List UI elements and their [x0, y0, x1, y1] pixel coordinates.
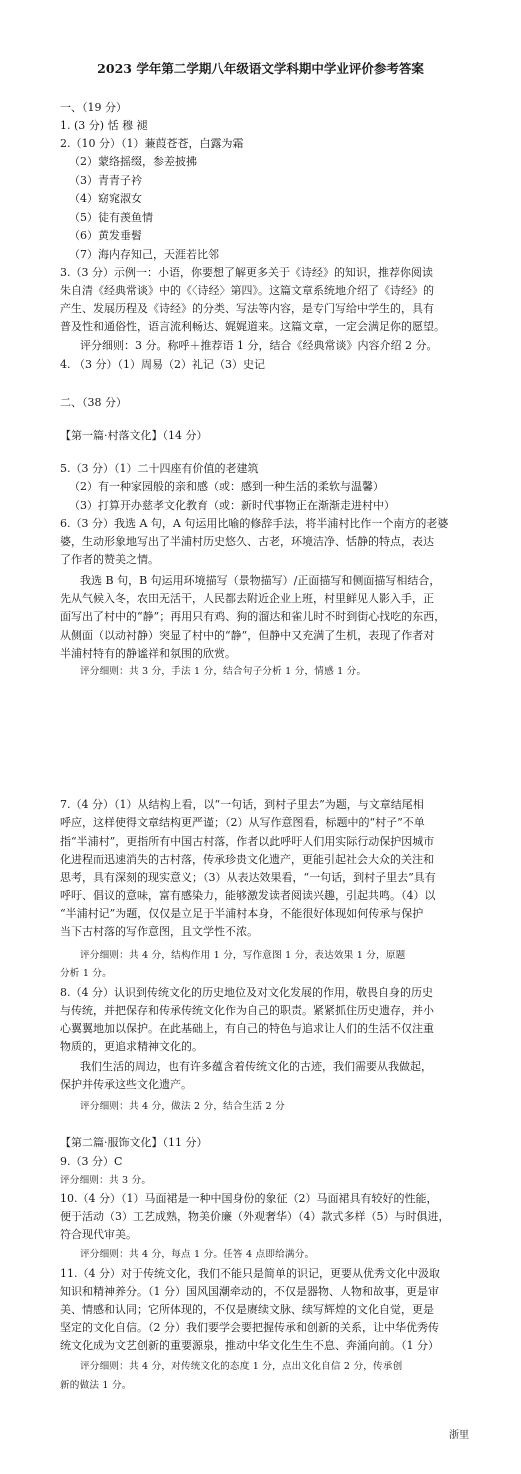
answer-line: 呼吁、倡议的意味，富有感染力，能够激发读者阅读兴趣，引起共鸣。（4）以 [60, 889, 436, 902]
answer-line: 2.（10 分）（1）蒹葭苍苍，白露为霜 [60, 137, 244, 150]
answer-line: （3）打算开办慈孝文化教育（或：新时代事物正在渐渐走进村中） [69, 499, 395, 512]
footer-watermark: 浙里 [449, 1430, 469, 1441]
scoring-note: 评分细则：共 4 分，结构作用 1 分，写作意图 1 分，表达效果 1 分，原题 [80, 950, 406, 961]
answer-line: 了作者的赞美之情。 [60, 553, 159, 566]
section-heading: 二、（38 分） [60, 396, 127, 409]
answer-line: 物质的，更追求精神文化的。 [60, 1040, 203, 1053]
answer-line: “半浦村记”为题，仅仅是立足于半浦村本身，不能很好体现如何传承与保护 [60, 907, 424, 920]
answer-line: 呼应，这样使得文章结构更严谨；（2）从写作意图看，标题中的“村子”不单 [60, 816, 425, 829]
answer-line: 婆，生动形象地写出了半浦村历史悠久、古老，环境洁净、恬静的特点，表达 [60, 535, 434, 548]
scoring-note: 评分细则：共 3 分，手法 1 分，结合句子分析 1 分，情感 1 分。 [80, 666, 367, 677]
answer-line: 与传统，并把保存和传承传统文化作为自己的职责。紧紧抓住历史遗存，并小 [60, 1004, 434, 1017]
answer-line: 朱自清《经典常谈》中的《〈诗经〉第四》。这篇文章系统地介绍了《诗经》的 [60, 284, 434, 297]
scoring-note: 分析 1 分。 [60, 968, 112, 979]
section-heading: 一、（19 分） [60, 101, 127, 114]
subsection-heading: 【第二篇·服饰文化】（11 分） [60, 1136, 208, 1149]
answer-line: （3）青青子衿 [69, 174, 142, 187]
answer-line: 当下古村落的写作意图，且文学性不浓。 [60, 925, 258, 938]
answer-line: 心翼翼地加以保护。在此基础上，有自己的特色与追求让人们的生活不仅注重 [60, 1022, 434, 1035]
scoring-note: 评分细则：共 4 分，每点 1 分。任答 4 点即给满分。 [80, 1249, 315, 1260]
answer-line: 我选 B 句，B 句运用环境描写（景物描写）/正面描写和侧面描写相结合， [80, 574, 441, 587]
scoring-note: 评分细则：共 4 分，做法 2 分，结合生活 2 分 [80, 1101, 285, 1112]
answer-line: 从侧面（以动衬静）突显了村中的“静”，但静中又充满了生机，表现了作者对 [60, 629, 435, 642]
answer-line: （4）窈窕淑女 [69, 192, 142, 205]
answer-line: 思考，具有深刻的现实意义；（3）从表达效果看，“一句话，到村子里去”具有 [60, 871, 436, 884]
answer-line: 1. (3 分) 恬 穆 褪 [60, 119, 148, 132]
answer-line: （5）徒有羡鱼情 [69, 211, 153, 224]
answer-line: 我们生活的周边，也有许多蕴含着传统文化的古迹，我们需要从我做起， [80, 1060, 432, 1073]
answer-line: 10.（4 分）（1）马面裙是一种中国身份的象征（2）马面裙具有较好的性能， [60, 1192, 438, 1205]
answer-line: 半浦村特有的静谧祥和氛围的欣赏。 [60, 647, 236, 660]
answer-line: 9.（3 分）C [60, 1155, 123, 1168]
answer-line: 产生、发展历程及《诗经》的分类、写法等内容，是专门写给中学生的，具有 [60, 302, 434, 315]
answer-line: 统文化成为文艺创新的重要源泉，推动中华文化生生不息、奔涌向前。（1 分） [60, 1339, 439, 1352]
answer-line: 便于活动（3）工艺成熟，物美价廉（外观奢华）（4）款式多样（5）与时俱进， [60, 1210, 450, 1223]
answer-line: 符合现代审美。 [60, 1228, 137, 1241]
scoring-note: 评分细则：3 分。称呼＋推荐语 1 分，结合《经典常谈》内容介绍 2 分。 [80, 339, 438, 352]
scoring-note: 新的做法 1 分。 [60, 1380, 132, 1391]
answer-line: 面写出了村中的“静”；再用只有鸡、狗的溜达和雀儿时不时到街心找吃的东西， [60, 610, 446, 623]
answer-line: 化进程而迅速消失的古村落，传承珍贵文化遗产，更能引起社会大众的关注和 [60, 853, 434, 866]
answer-line: 知识和精神养分。（1 分）国风国潮牵动的，不仅是器物、人物和故事，更是审 [60, 1285, 439, 1298]
answer-line: 7.（4 分）（1）从结构上看，以“一句话，到村子里去”为题，与文章结尾相 [60, 798, 424, 811]
answer-line: 5.（3 分）（1）二十四座有价值的老建筑 [60, 462, 259, 475]
answer-line: 普及性和通俗性，语言流利畅达、娓娓道来。这篇文章，一定会满足你的愿望。 [60, 320, 445, 333]
answer-line: 6.（3 分）我选 A 句，A 句运用比喻的修辞手法，将半浦村比作一个南方的老婆 [60, 517, 449, 530]
answer-line: 11.（4 分）对于传统文化，我们不能只是简单的识记，更要从优秀文化中汲取 [60, 1267, 440, 1280]
answer-line: （2）有一种家园般的亲和感（或：感到一种生活的柔软与温馨） [69, 480, 384, 493]
answer-line: 美、情感和认同；它所体现的，不仅是赓续文脉、续写辉煌的文化自觉，更是 [60, 1303, 434, 1316]
scoring-note: 评分细则：共 3 分。 [60, 1175, 152, 1186]
answer-line: 3.（3 分）示例一：小语，你要想了解更多关于《诗经》的知识，推荐你阅读 [60, 266, 433, 279]
document-title: 2023 学年第二学期八年级语文学科期中学业评价参考答案 [97, 61, 424, 76]
answer-line: 8.（4 分）认识到传统文化的历史地位及对文化发展的作用，敬畏自身的历史 [60, 986, 433, 999]
answer-line: （6）黄发垂髫 [69, 229, 142, 242]
answer-line: （7）海内存知己，天涯若比邻 [69, 248, 219, 261]
answer-line: 坚定的文化自信。（2 分）我们要学会要把握传承和创新的关系，让中华优秀传 [60, 1321, 439, 1334]
answer-line: 保护并传承这些文化遗产。 [60, 1078, 192, 1091]
answer-line: 指“半浦村”，更指所有中国古村落，作者以此呼吁人们用实际行动保护因城市 [60, 835, 435, 848]
subsection-heading: 【第一篇·村落文化】（14 分） [60, 429, 208, 442]
answer-line: 先从气候入冬，农田无活干，人民都去附近企业上班，村里鲜见人影入手，正 [60, 592, 434, 605]
answer-line: （2）蒙络摇缀，参差披拂 [69, 155, 197, 168]
answer-line: 4. （3 分）（1）周易（2）礼记（3）史记 [60, 358, 265, 371]
scoring-note: 评分细则：共 4 分，对传统文化的态度 1 分，点出文化自信 2 分，传承创 [80, 1361, 403, 1372]
